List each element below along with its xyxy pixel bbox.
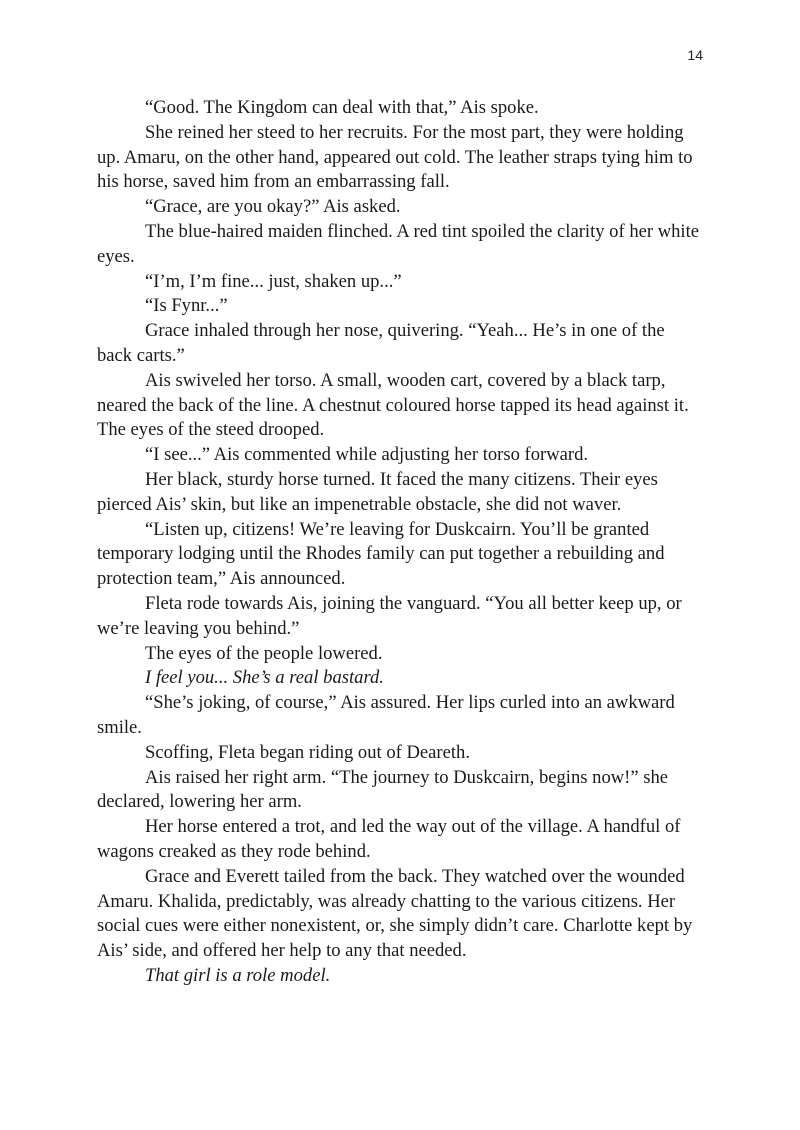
paragraph: Her horse entered a trot, and led the way out of the village. A handful of wagons creaked as they rode behind.	[97, 816, 681, 862]
paragraph: Grace inhaled through her nose, quivering. “Yeah... He’s in one of the back carts.”	[97, 320, 665, 366]
italic-thought: I feel you... She’s a real bastard.	[145, 667, 384, 689]
story-text	[97, 96, 703, 989]
paragraph: “Grace, are you okay?” Ais asked.	[145, 196, 401, 218]
paragraph: The eyes of the people lowered.	[145, 642, 383, 664]
paragraph: Grace and Everett tailed from the back. They watched over the wounded Amaru. Khalida, predictably, was already chatting to the various citizens. Her social cues were either nonexistent, or, she simply didn’t care. Charlotte kept by Ais’ side, and offered her help to any that needed.	[97, 865, 693, 962]
paragraph: Fleta rode towards Ais, joining the vanguard. “You all better keep up, or we’re leaving you behind.”	[97, 592, 682, 639]
paragraph: “Is Fynr...”	[145, 295, 228, 317]
page-number: 14	[687, 47, 703, 63]
paragraph: Her black, sturdy horse turned. It faced the many citizens. Their eyes pierced Ais’ skin, but like an impenetrable obstacle, she did not waver.	[97, 468, 658, 515]
paragraph: “She’s joking, of course,” Ais assured. Her lips curled into an awkward smile.	[97, 692, 675, 738]
paragraph: Ais raised her right arm. “The journey to Duskcairn, begins now!” she declared, lowering her arm.	[97, 766, 669, 813]
paragraph: Scoffing, Fleta began riding out of Deareth.	[145, 741, 470, 763]
paragraph: “I’m, I’m fine... just, shaken up...”	[145, 270, 402, 292]
paragraph: “Good. The Kingdom can deal with that,” Ais spoke.	[145, 97, 539, 118]
paragraph: “I see...” Ais commented while adjusting her torso forward.	[145, 444, 589, 466]
paragraph: She reined her steed to her recruits. For the most part, they were holding up. Amaru, on the other hand, appeared out cold. The leather straps tying him to his horse, saved him from an embarrassing fall.	[97, 121, 693, 193]
paragraph: “Listen up, citizens! We’re leaving for Duskcairn. You’ll be granted temporary lodging until the Rhodes family can put together a rebuilding and protection team,” Ais announced.	[97, 518, 665, 590]
italic-thought: That girl is a role model.	[145, 964, 331, 986]
paragraph: Ais swiveled her torso. A small, wooden cart, covered by a black tarp, neared the back of the line. A chestnut coloured horse tapped its head against it. The eyes of the steed drooped.	[97, 369, 689, 441]
paragraph: The blue-haired maiden flinched. A red tint spoiled the clarity of her white eyes.	[97, 220, 700, 267]
